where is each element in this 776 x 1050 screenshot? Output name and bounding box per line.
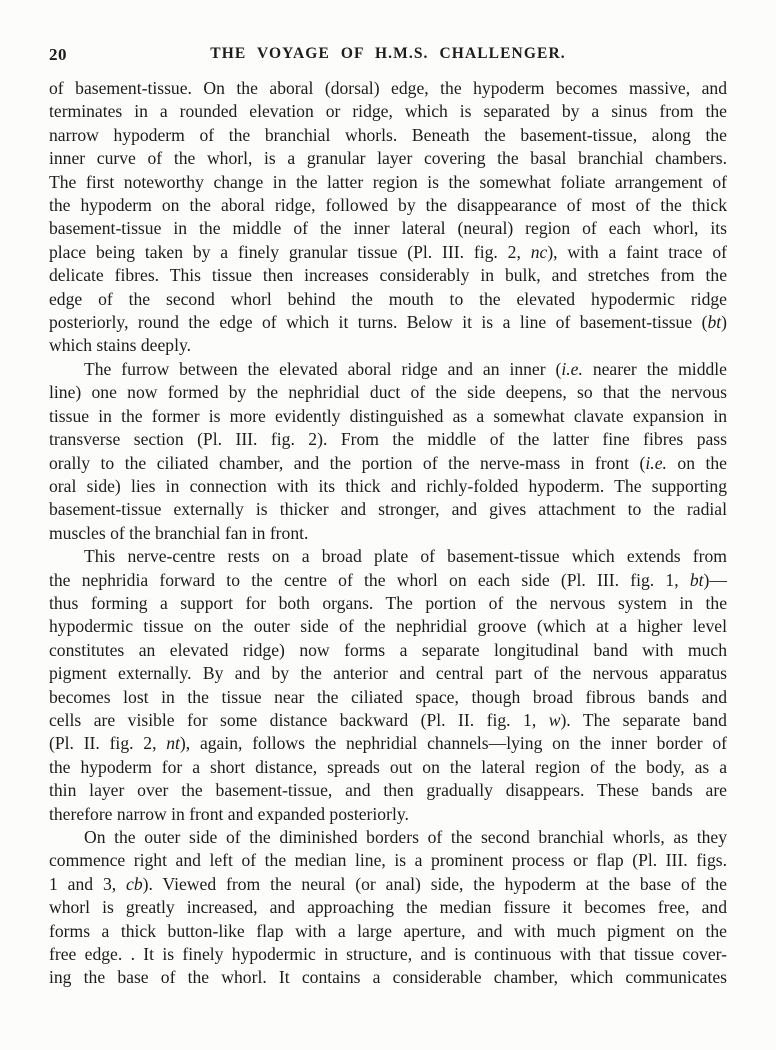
- text-line: delicate fibres. This tissue then increases considerably in bulk, and stretches from the: [49, 265, 727, 286]
- text-line: whorl is greatly increased, and approaching the median fissure it becomes free, and: [49, 897, 727, 918]
- text-line: muscles of the branchial fan in front.: [49, 522, 309, 543]
- text-line: inner curve of the whorl, is a granular layer covering the basal branchial chambers.: [49, 148, 727, 169]
- text-line: ing the base of the whorl. It contains a considerable chamber, which communicates: [49, 967, 727, 988]
- text-line: the hypoderm on the aboral ridge, followed by the disappearance of most of the thick: [49, 195, 727, 216]
- text-line: basement-tissue externally is thicker and stronger, and gives attachment to the radial: [49, 499, 727, 520]
- text-line: therefore narrow in front and expanded posteriorly.: [49, 803, 409, 824]
- text-line: thus forming a support for both organs. The portion of the nervous system in the: [49, 592, 727, 613]
- text-line: 1 and 3, cb). Viewed from the neural (or anal) side, the hypoderm at the base of the: [49, 873, 727, 894]
- text-line: orally to the ciliated chamber, and the portion of the nerve-mass in front (i.e. on the: [49, 452, 727, 473]
- text-line: On the outer side of the diminished borders of the second branchial whorls, as they: [84, 827, 727, 847]
- running-title: THE VOYAGE OF H.M.S. CHALLENGER.: [210, 45, 566, 62]
- text-line: edge of the second whorl behind the mouth to the elevated hypodermic ridge: [49, 288, 727, 309]
- text-line: The first noteworthy change in the latter region is the somewhat foliate arrangement of: [49, 171, 727, 192]
- text-line: the hypoderm for a short distance, spreads out on the lateral region of the body, as a: [49, 756, 727, 777]
- page-number: 20: [49, 45, 67, 64]
- text-line: which stains deeply.: [49, 335, 192, 356]
- text-line: place being taken by a finely granular tissue (Pl. III. fig. 2, nc), with a faint trace of: [49, 241, 727, 262]
- text-line: constitutes an elevated ridge) now forms a separate longitudinal band with much: [49, 639, 727, 660]
- text-line: narrow hypoderm of the branchial whorls. Beneath the basement-tissue, along the: [49, 124, 727, 145]
- text-line: (Pl. II. fig. 2, nt), again, follows the nephridial channels—lying on the inner border of: [49, 733, 728, 754]
- text-line: free edge. . It is finely hypodermic in structure, and is continuous with that tissue cover-: [49, 944, 727, 965]
- text-line: line) one now formed by the nephridial duct of the side deepens, so that the nervous: [49, 382, 727, 403]
- text-body: [49, 77, 727, 990]
- text-line: terminates in a rounded elevation or ridge, which is separated by a sinus from the: [49, 101, 727, 122]
- text-line: oral side) lies in connection with its thick and richly-folded hypoderm. The supporting: [49, 475, 727, 496]
- text-line: cells are visible for some distance backward (Pl. II. fig. 1, w). The separate band: [49, 709, 727, 730]
- text-line: basement-tissue in the middle of the inner lateral (neural) region of each whorl, its: [49, 218, 727, 239]
- text-line: posteriorly, round the edge of which it turns. Below it is a line of basement-tissue (bt): [49, 312, 727, 333]
- text-line: hypodermic tissue on the outer side of the nephridial groove (which at a higher level: [49, 616, 727, 637]
- text-line: the nephridia forward to the centre of the whorl on each side (Pl. III. fig. 1, bt)—: [49, 569, 727, 590]
- text-line: of basement-tissue. On the aboral (dorsal) edge, the hypoderm becomes massive, and: [49, 78, 727, 98]
- text-line: transverse section (Pl. III. fig. 2). From the middle of the latter fine fibres pass: [49, 429, 727, 450]
- text-line: pigment externally. By and by the anterior and central part of the nervous apparatus: [49, 663, 727, 684]
- text-line: forms a thick button-like flap with a large aperture, and with much pigment on the: [49, 920, 727, 941]
- text-line: becomes lost in the tissue near the ciliated space, though broad fibrous bands and: [49, 686, 727, 707]
- page-header: [49, 45, 727, 67]
- text-line: tissue in the former is more evidently distinguished as a somewhat clavate expansion in: [49, 405, 727, 426]
- text-line: This nerve-centre rests on a broad plate of basement-tissue which extends from: [84, 546, 727, 567]
- text-line: The furrow between the elevated aboral ridge and an inner (i.e. nearer the middle: [84, 358, 727, 379]
- text-line: thin layer over the basement-tissue, and then gradually disappears. These bands are: [49, 780, 727, 801]
- text-line: commence right and left of the median line, is a prominent process or flap (Pl. III. figs.: [49, 850, 727, 871]
